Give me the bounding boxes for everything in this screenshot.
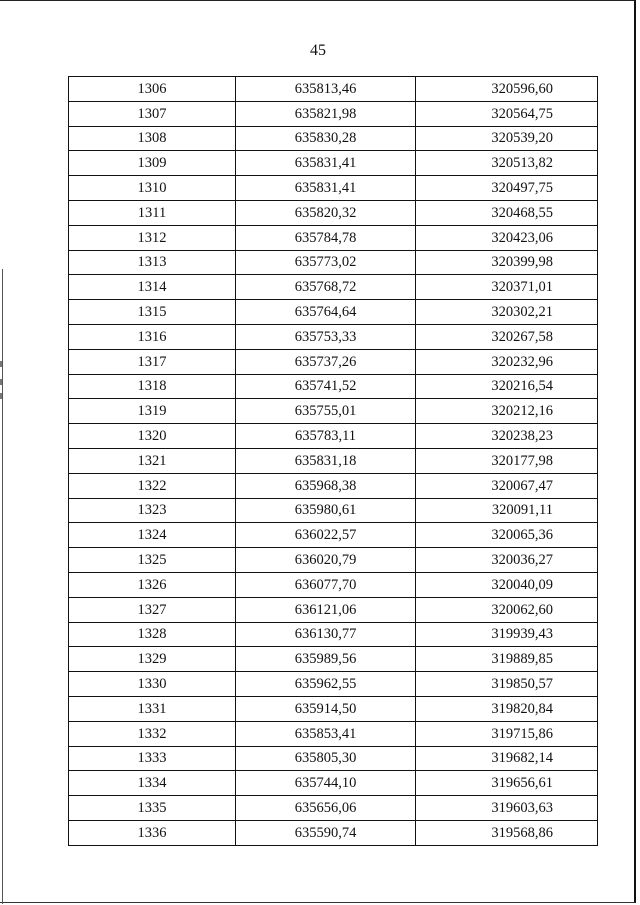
table-row: [69, 250, 598, 275]
x-coordinate-cell: 635755,01: [236, 399, 416, 424]
table-row: [69, 647, 598, 672]
y-coordinate-cell: 319656,61: [416, 771, 598, 796]
x-coordinate-cell: 635980,61: [236, 498, 416, 523]
table-row: [69, 324, 598, 349]
point-number-cell: 1317: [69, 349, 236, 374]
table-row: [69, 523, 598, 548]
table-row: [69, 126, 598, 151]
point-number-cell: 1311: [69, 200, 236, 225]
y-coordinate-cell: 320267,58: [416, 324, 598, 349]
point-number-cell: 1323: [69, 498, 236, 523]
x-coordinate-cell: 635831,18: [236, 448, 416, 473]
x-coordinate-cell: 636077,70: [236, 572, 416, 597]
table-row: [69, 473, 598, 498]
y-coordinate-cell: 319939,43: [416, 622, 598, 647]
coordinates-table: [68, 76, 598, 846]
x-coordinate-cell: 635773,02: [236, 250, 416, 275]
point-number-cell: 1336: [69, 820, 236, 845]
point-number-cell: 1324: [69, 523, 236, 548]
table-row: [69, 225, 598, 250]
point-number-cell: 1315: [69, 300, 236, 325]
x-coordinate-cell: 635805,30: [236, 746, 416, 771]
table-row: [69, 796, 598, 821]
y-coordinate-cell: 320232,96: [416, 349, 598, 374]
x-coordinate-cell: 635590,74: [236, 820, 416, 845]
y-coordinate-cell: 319820,84: [416, 696, 598, 721]
y-coordinate-cell: 319889,85: [416, 647, 598, 672]
y-coordinate-cell: 320216,54: [416, 374, 598, 399]
point-number-cell: 1325: [69, 548, 236, 573]
point-number-cell: 1320: [69, 424, 236, 449]
point-number-cell: 1322: [69, 473, 236, 498]
y-coordinate-cell: 319682,14: [416, 746, 598, 771]
y-coordinate-cell: 320468,55: [416, 200, 598, 225]
x-coordinate-cell: 635783,11: [236, 424, 416, 449]
table-row: [69, 275, 598, 300]
table-row: [69, 498, 598, 523]
page-number: 45: [310, 42, 326, 59]
table-row: [69, 200, 598, 225]
x-coordinate-cell: 635784,78: [236, 225, 416, 250]
point-number-cell: 1326: [69, 572, 236, 597]
table-row: [69, 771, 598, 796]
x-coordinate-cell: 635831,41: [236, 151, 416, 176]
point-number-cell: 1310: [69, 176, 236, 201]
x-coordinate-cell: 635813,46: [236, 77, 416, 102]
table-row: [69, 746, 598, 771]
x-coordinate-cell: 635989,56: [236, 647, 416, 672]
x-coordinate-cell: 635821,98: [236, 101, 416, 126]
x-coordinate-cell: 636022,57: [236, 523, 416, 548]
table-row: [69, 424, 598, 449]
y-coordinate-cell: 320065,36: [416, 523, 598, 548]
table-row: [69, 672, 598, 697]
point-number-cell: 1328: [69, 622, 236, 647]
x-coordinate-cell: 635737,26: [236, 349, 416, 374]
x-coordinate-cell: 635764,64: [236, 300, 416, 325]
table-row: [69, 374, 598, 399]
point-number-cell: 1312: [69, 225, 236, 250]
point-number-cell: 1307: [69, 101, 236, 126]
point-number-cell: 1329: [69, 647, 236, 672]
table-row: [69, 399, 598, 424]
table-row: [69, 349, 598, 374]
x-coordinate-cell: 635741,52: [236, 374, 416, 399]
point-number-cell: 1333: [69, 746, 236, 771]
x-coordinate-cell: 635831,41: [236, 176, 416, 201]
x-coordinate-cell: 635914,50: [236, 696, 416, 721]
y-coordinate-cell: 319603,63: [416, 796, 598, 821]
x-coordinate-cell: 636121,06: [236, 597, 416, 622]
point-number-cell: 1314: [69, 275, 236, 300]
x-coordinate-cell: 635962,55: [236, 672, 416, 697]
x-coordinate-cell: 635968,38: [236, 473, 416, 498]
table-row: [69, 151, 598, 176]
x-coordinate-cell: 635753,33: [236, 324, 416, 349]
point-number-cell: 1327: [69, 597, 236, 622]
table-row: [69, 721, 598, 746]
y-coordinate-cell: 320513,82: [416, 151, 598, 176]
table-row: [69, 696, 598, 721]
scan-mark: [0, 361, 2, 367]
y-coordinate-cell: 319568,86: [416, 820, 598, 845]
point-number-cell: 1306: [69, 77, 236, 102]
y-coordinate-cell: 320067,47: [416, 473, 598, 498]
table-row: [69, 77, 598, 102]
coordinates-table-body: [69, 77, 598, 846]
y-coordinate-cell: 320212,16: [416, 399, 598, 424]
point-number-cell: 1316: [69, 324, 236, 349]
x-coordinate-cell: 635744,10: [236, 771, 416, 796]
point-number-cell: 1308: [69, 126, 236, 151]
x-coordinate-cell: 635768,72: [236, 275, 416, 300]
x-coordinate-cell: 636020,79: [236, 548, 416, 573]
x-coordinate-cell: 635853,41: [236, 721, 416, 746]
y-coordinate-cell: 320596,60: [416, 77, 598, 102]
y-coordinate-cell: 320036,27: [416, 548, 598, 573]
point-number-cell: 1319: [69, 399, 236, 424]
scan-mark: [0, 393, 2, 399]
point-number-cell: 1331: [69, 696, 236, 721]
point-number-cell: 1335: [69, 796, 236, 821]
point-number-cell: 1321: [69, 448, 236, 473]
y-coordinate-cell: 320062,60: [416, 597, 598, 622]
x-coordinate-cell: 635820,32: [236, 200, 416, 225]
table-row: [69, 101, 598, 126]
point-number-cell: 1330: [69, 672, 236, 697]
table-row: [69, 597, 598, 622]
y-coordinate-cell: 320091,11: [416, 498, 598, 523]
y-coordinate-cell: 320371,01: [416, 275, 598, 300]
y-coordinate-cell: 320302,21: [416, 300, 598, 325]
table-row: [69, 622, 598, 647]
table-row: [69, 448, 598, 473]
y-coordinate-cell: 320423,06: [416, 225, 598, 250]
y-coordinate-cell: 320564,75: [416, 101, 598, 126]
y-coordinate-cell: 320399,98: [416, 250, 598, 275]
point-number-cell: 1332: [69, 721, 236, 746]
scan-mark: [0, 379, 2, 385]
point-number-cell: 1318: [69, 374, 236, 399]
y-coordinate-cell: 320177,98: [416, 448, 598, 473]
x-coordinate-cell: 635830,28: [236, 126, 416, 151]
y-coordinate-cell: 319850,57: [416, 672, 598, 697]
table-row: [69, 300, 598, 325]
scan-edge-line: [2, 269, 3, 904]
table-row: [69, 572, 598, 597]
point-number-cell: 1313: [69, 250, 236, 275]
x-coordinate-cell: 636130,77: [236, 622, 416, 647]
table-row: [69, 820, 598, 845]
x-coordinate-cell: 635656,06: [236, 796, 416, 821]
point-number-cell: 1334: [69, 771, 236, 796]
y-coordinate-cell: 320497,75: [416, 176, 598, 201]
point-number-cell: 1309: [69, 151, 236, 176]
y-coordinate-cell: 320040,09: [416, 572, 598, 597]
y-coordinate-cell: 320539,20: [416, 126, 598, 151]
table-row: [69, 548, 598, 573]
y-coordinate-cell: 320238,23: [416, 424, 598, 449]
y-coordinate-cell: 319715,86: [416, 721, 598, 746]
table-row: [69, 176, 598, 201]
